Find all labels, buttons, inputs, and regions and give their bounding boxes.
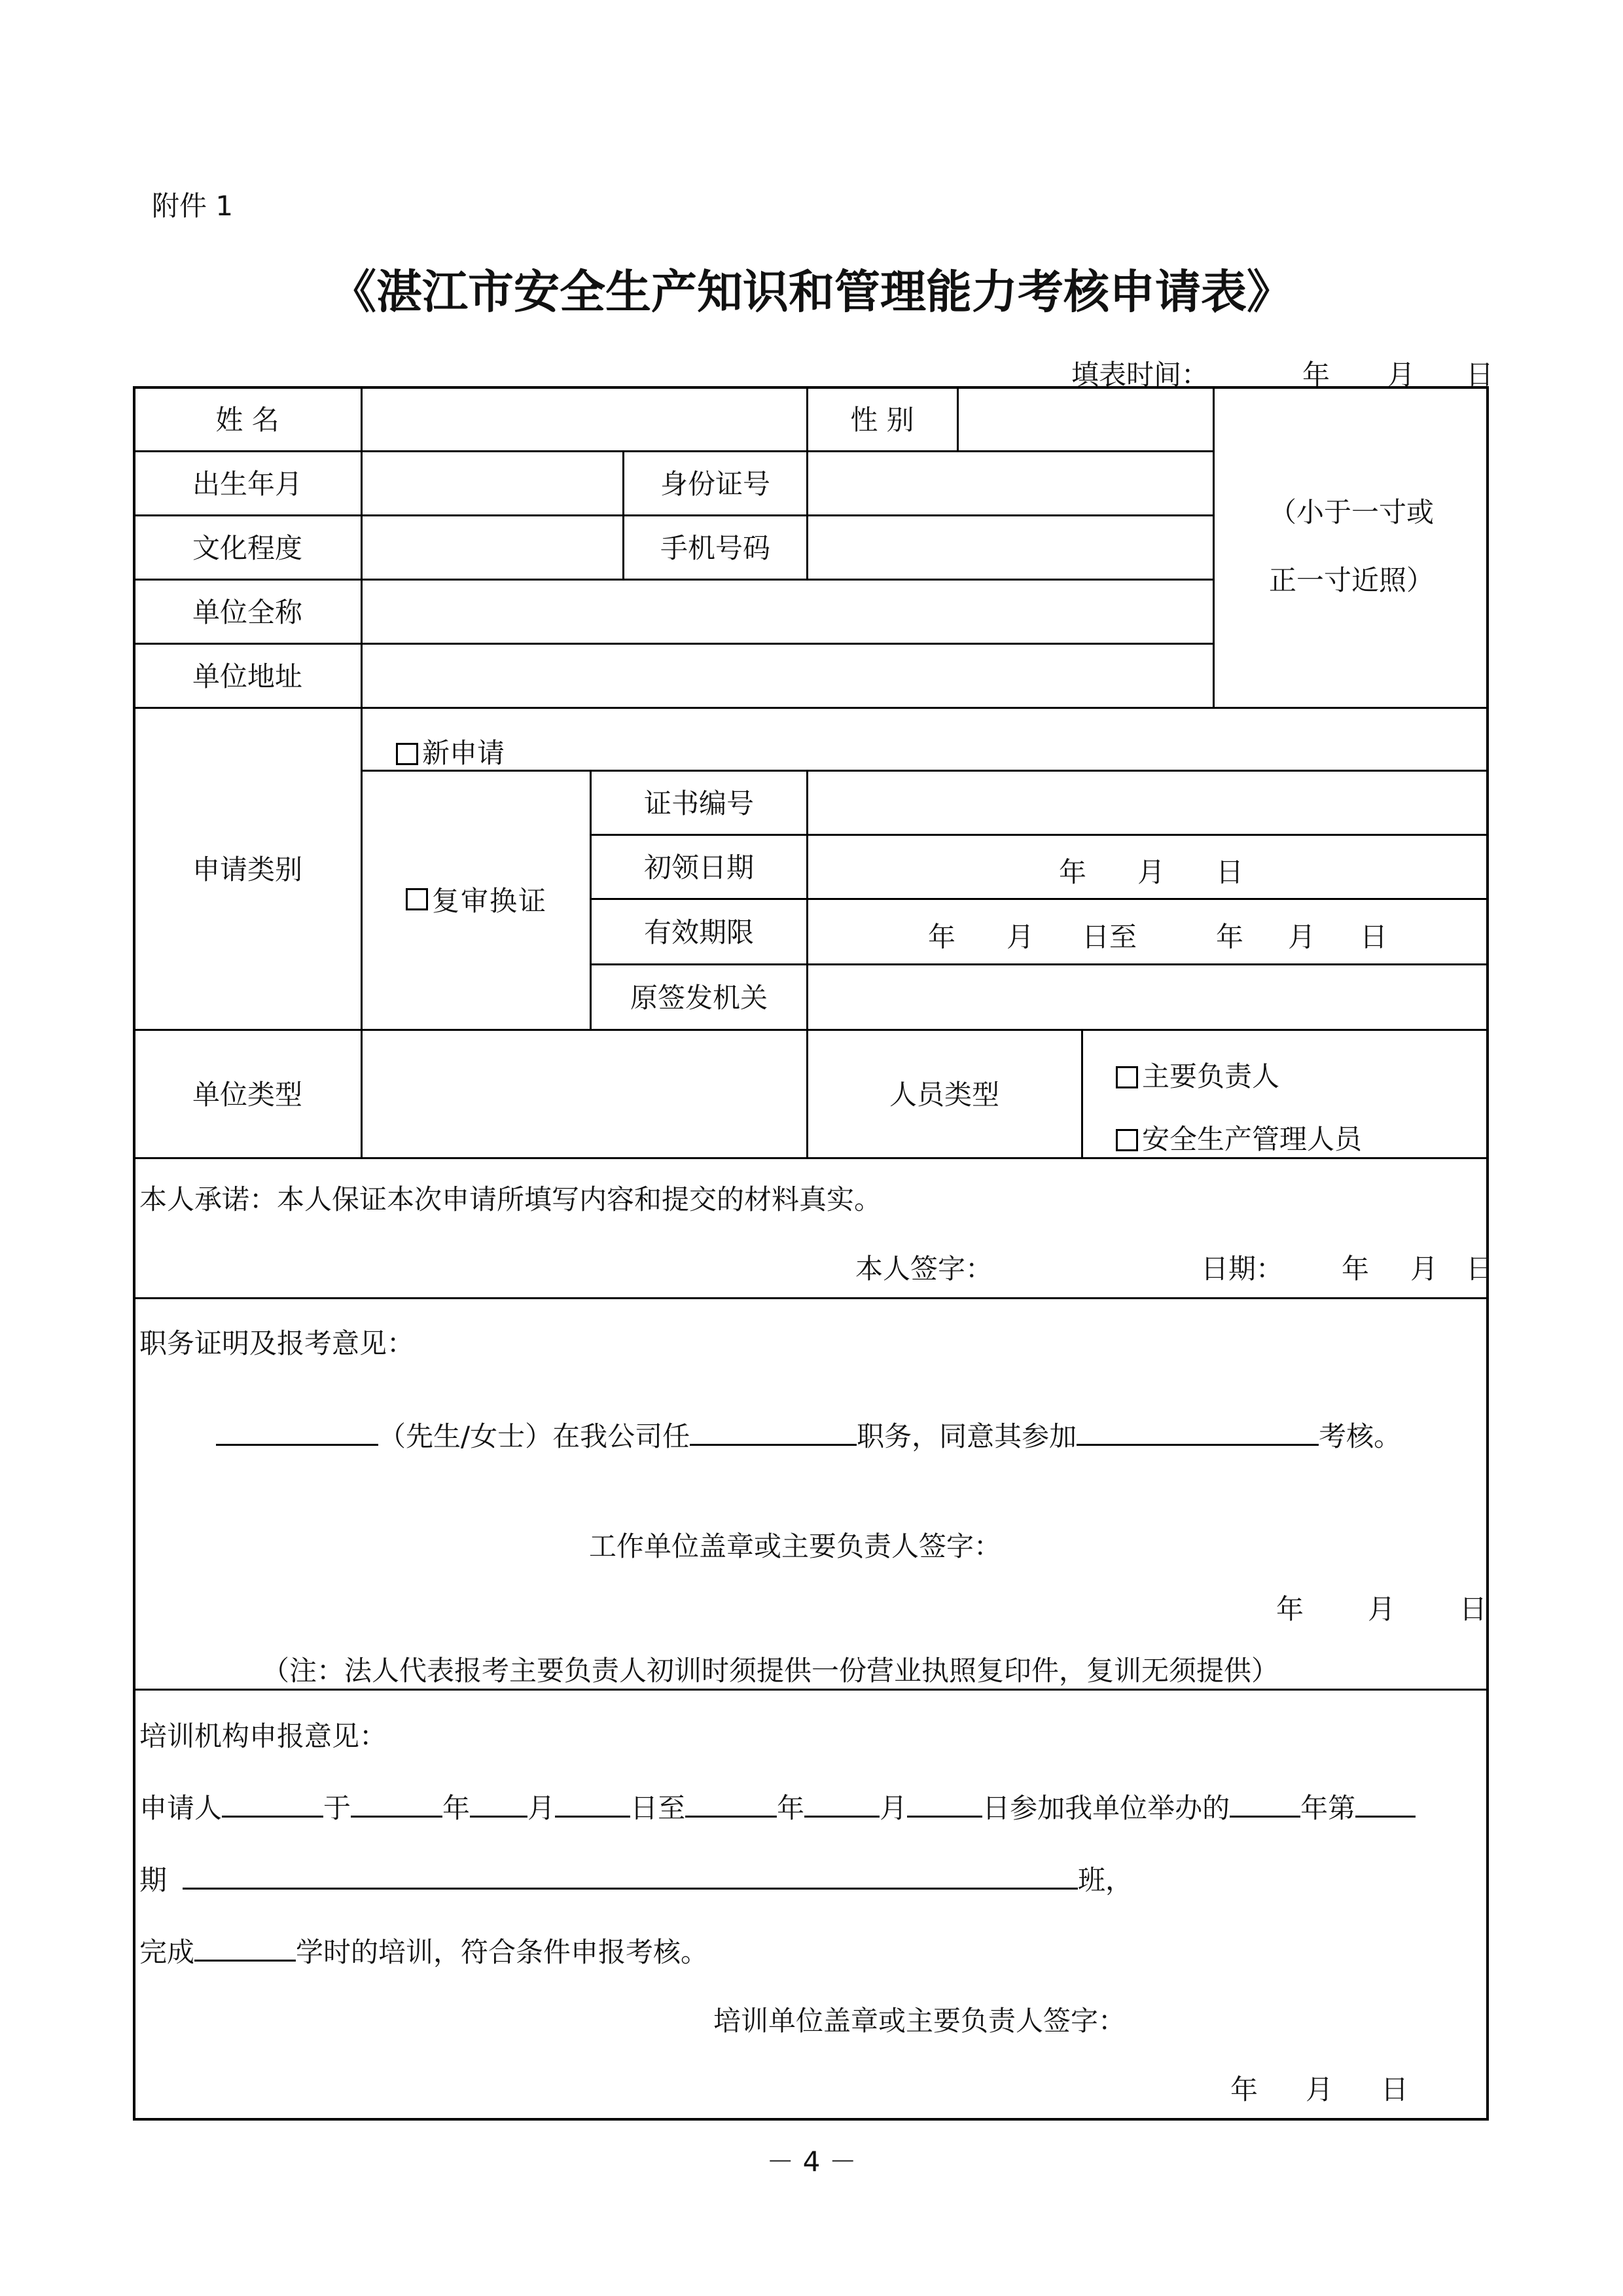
validity-month-2: 月	[1288, 921, 1316, 953]
new-application-option[interactable]	[396, 732, 505, 771]
training-start-year-blank[interactable]	[351, 1789, 442, 1818]
pledge-date-label: 日期：	[1201, 1253, 1284, 1285]
phone-label: 手机号码	[660, 532, 770, 564]
duty-month: 月	[1368, 1593, 1396, 1625]
duty-year: 年	[1276, 1593, 1304, 1625]
first-date-year: 年	[1059, 856, 1087, 888]
pledge-sign-label: 本人签字：	[855, 1253, 993, 1285]
duty-day: 日	[1459, 1593, 1488, 1625]
photo-hint-line2: 正一寸近照）	[1268, 564, 1434, 596]
cert-number-label: 证书编号	[643, 787, 754, 819]
name-label: 姓 名	[215, 404, 279, 436]
validity-year-2: 年	[1216, 921, 1244, 953]
gender-label: 性 别	[850, 404, 914, 436]
renewal-label: 复审换证	[431, 885, 547, 917]
validity-field[interactable]	[807, 898, 1489, 963]
unit-type-label: 单位类型	[192, 1079, 302, 1111]
training-hours-blank[interactable]	[194, 1933, 296, 1962]
education-field[interactable]	[362, 514, 622, 579]
name-field[interactable]	[362, 386, 807, 450]
unit-address-field[interactable]	[362, 643, 1213, 707]
training-end-year-blank[interactable]	[685, 1789, 777, 1818]
fill-time-year: 年	[1302, 359, 1330, 391]
training-class-blank[interactable]	[183, 1861, 1078, 1890]
training-end-month-blank[interactable]	[804, 1789, 880, 1818]
fill-time-month: 月	[1387, 359, 1416, 391]
pledge-year: 年	[1342, 1253, 1370, 1285]
fill-time-label: 填表时间：	[1071, 359, 1209, 391]
training-applicant-blank[interactable]	[222, 1789, 323, 1818]
training-end-day-blank[interactable]	[907, 1789, 982, 1818]
training-start-month-label: 月	[527, 1792, 556, 1824]
new-application-label: 新申请	[422, 737, 505, 769]
pledge-text: 本人承诺：本人保证本次申请所填写内容和提交的材料真实。	[139, 1183, 882, 1215]
validity-day-1: 日至	[1082, 921, 1137, 953]
renewal-option[interactable]	[362, 770, 591, 1029]
photo-area[interactable]	[1214, 386, 1489, 707]
validity-month-1: 月	[1007, 921, 1035, 953]
main-responsible-checkbox[interactable]	[1116, 1066, 1138, 1088]
safety-manager-checkbox[interactable]	[1116, 1129, 1138, 1151]
training-applicant-label: 申请人	[139, 1792, 223, 1824]
cert-number-field[interactable]	[807, 770, 1489, 834]
training-statement-line3	[139, 1931, 708, 1970]
unit-name-label: 单位全称	[192, 596, 302, 628]
fill-time-day: 日	[1466, 359, 1494, 391]
training-day-join: 日参加我单位举办的	[982, 1792, 1230, 1824]
training-session-number-blank[interactable]	[1355, 1789, 1416, 1818]
training-statement-line2	[139, 1859, 1133, 1898]
person-type-label: 人员类型	[889, 1079, 999, 1111]
validity-label: 有效期限	[643, 916, 754, 948]
id-number-field[interactable]	[807, 450, 1213, 514]
training-period-label: 期	[139, 1864, 168, 1896]
birth-label: 出生年月	[192, 468, 302, 500]
training-end-year-label: 年	[777, 1792, 805, 1824]
unit-name-field[interactable]	[362, 579, 1213, 643]
training-sign-month: 月	[1306, 2073, 1334, 2106]
training-sign-label: 培训单位盖章或主要负责人签字：	[713, 2005, 1126, 2037]
renewal-checkbox[interactable]	[406, 888, 428, 910]
training-complete-label: 完成	[139, 1936, 195, 1968]
training-start-year-label: 年	[442, 1792, 471, 1824]
duty-statement-part3: 考核。	[1319, 1420, 1402, 1452]
duty-position-blank[interactable]	[690, 1418, 857, 1446]
duty-statement-part1: （先生/女士）在我公司任	[378, 1420, 690, 1452]
page-number: － 4 －	[766, 2145, 857, 2178]
duty-statement-part2: 职务，同意其参加	[857, 1420, 1077, 1452]
person-type-safety-option[interactable]	[1116, 1118, 1362, 1157]
training-sign-day: 日	[1381, 2073, 1409, 2106]
new-application-checkbox[interactable]	[396, 743, 418, 765]
first-date-day: 日	[1216, 856, 1244, 888]
validity-day-2: 日	[1360, 921, 1388, 953]
phone-field[interactable]	[807, 514, 1213, 579]
duty-person-blank[interactable]	[216, 1418, 378, 1446]
category-label: 申请类别	[192, 853, 302, 886]
training-section-label: 培训机构申报意见：	[139, 1720, 387, 1752]
person-type-main-option[interactable]	[1116, 1055, 1279, 1094]
training-start-day-blank[interactable]	[555, 1789, 630, 1818]
duty-note: （注：法人代表报考主要负责人初训时须提供一份营业执照复印件，复训无须提供）	[262, 1655, 1279, 1687]
unit-address-label: 单位地址	[192, 660, 302, 692]
photo-hint-line1: （小于一寸或	[1268, 496, 1434, 528]
issuing-authority-label: 原签发机关	[630, 982, 768, 1014]
duty-section-label: 职务证明及报考意见：	[139, 1327, 415, 1359]
training-day-to: 日至	[630, 1792, 686, 1824]
training-sign-year: 年	[1230, 2073, 1258, 2106]
first-issue-date-label: 初领日期	[643, 852, 754, 884]
training-hours-label: 学时的培训，符合条件申报考核。	[296, 1936, 709, 1968]
attachment-label: 附件 1	[152, 190, 234, 222]
duty-sign-label: 工作单位盖章或主要负责人签字：	[589, 1530, 1002, 1562]
issuing-authority-field[interactable]	[807, 963, 1489, 1029]
safety-manager-label: 安全生产管理人员	[1142, 1123, 1363, 1155]
education-label: 文化程度	[192, 532, 302, 564]
training-statement-line1	[139, 1787, 1416, 1826]
duty-statement	[216, 1415, 1401, 1454]
pledge-day: 日	[1466, 1253, 1494, 1285]
unit-type-field[interactable]	[362, 1029, 807, 1157]
training-class-label: 班，	[1078, 1864, 1133, 1896]
training-end-month-label: 月	[880, 1792, 908, 1824]
birth-field[interactable]	[362, 450, 622, 514]
id-number-label: 身份证号	[660, 468, 770, 500]
training-yu: 于	[323, 1792, 351, 1824]
pledge-month: 月	[1410, 1253, 1438, 1285]
first-date-month: 月	[1137, 856, 1166, 888]
gender-field[interactable]	[957, 386, 1213, 450]
training-session-year-label: 年第	[1300, 1792, 1356, 1824]
training-start-month-blank[interactable]	[470, 1789, 527, 1818]
main-responsible-label: 主要负责人	[1142, 1060, 1280, 1092]
validity-year-1: 年	[928, 921, 956, 953]
page-title: 《湛江市安全生产知识和管理能力考核申请表》	[330, 264, 1293, 319]
duty-exam-blank[interactable]	[1077, 1418, 1319, 1446]
training-session-year-blank[interactable]	[1230, 1789, 1300, 1818]
first-issue-date-field[interactable]	[807, 834, 1489, 898]
